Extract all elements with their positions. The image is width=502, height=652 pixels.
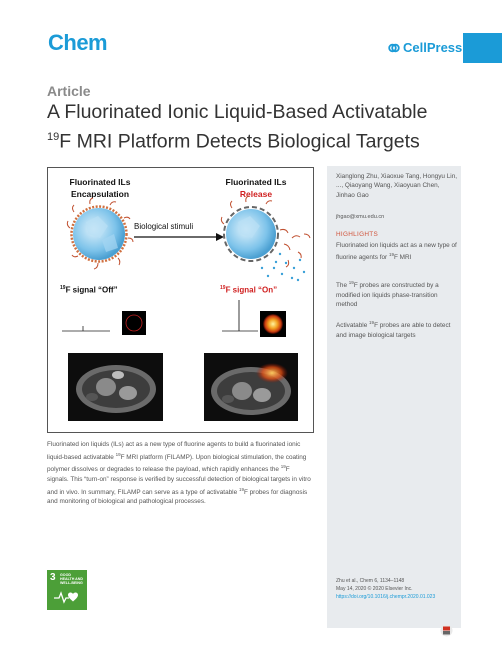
- corresponding-email[interactable]: jhgao@xmu.edu.cn: [336, 214, 385, 220]
- stimuli-arrow: [134, 233, 224, 241]
- arrow-label: Biological stimuli: [134, 222, 194, 231]
- hl1-a: Fluorinated ion liquids act as a new type of fluorine agents for: [336, 242, 457, 262]
- abstract-text: [47, 440, 313, 507]
- hl3-a: Activatable: [336, 322, 370, 330]
- right-label-line-2: Release: [239, 189, 273, 199]
- doi-link[interactable]: https://doi.org/10.1016/j.chempr.2020.01.023: [336, 594, 436, 600]
- signal-off-sup: 19: [60, 285, 66, 291]
- highlights-heading: HIGHLIGHTS: [336, 231, 379, 238]
- releasing-particle: [221, 196, 310, 281]
- hl1-b: F MRI: [393, 254, 412, 262]
- heartbeat-icon: [53, 588, 81, 606]
- author-list[interactable]: Xianglong Zhu, Xiaoxue Tang, Hongyu Lin, ..., Qiaoyang Wang, Xiaoyuan Chen, Jinhao Gao: [336, 173, 458, 199]
- signal-off-text: F signal “Off”: [65, 285, 118, 295]
- publisher-name: CellPress: [403, 40, 463, 55]
- abstract-part-2: F MRI platform (FILAMP). Upon biological stimulation, the coating polymer dissolves or degrades to release the payload, which rapidly enhances the: [47, 453, 307, 474]
- left-label-line-2: Encapsulation: [70, 189, 130, 199]
- highlight-item: [336, 318, 458, 340]
- right-label-line-1: Fluorinated ILs: [225, 177, 287, 187]
- journal-name: Chem: [48, 30, 108, 55]
- spectrum-on: [222, 300, 258, 331]
- highlight-item: [336, 278, 458, 309]
- sdg-label: GOOD HEALTH AND WELL-BEING: [60, 573, 83, 586]
- graphical-abstract: [47, 167, 314, 433]
- abstract-sup-3: 19: [238, 486, 244, 492]
- encapsulated-particle: [67, 198, 133, 269]
- title-line-1: A Fluorinated Ionic Liquid-Based Activatable: [47, 101, 428, 123]
- sdg-number: 3: [50, 572, 56, 583]
- abstract-part-3: F signals. This “turn-on” response is verified by successful detection of biological targets in vitro and in vivo. In summary, FILAMP can serve as a type of activatable: [47, 466, 311, 496]
- title-superscript: 19: [47, 131, 60, 143]
- signal-on-label: [220, 285, 277, 295]
- abstract-sup-1: 19: [115, 451, 121, 457]
- cellpress-icon: [388, 42, 400, 54]
- hl3-b: F probes are able to detect and image biological targets: [336, 322, 451, 339]
- signal-on-sup: 19: [220, 285, 226, 291]
- on-signal-spot: [263, 314, 283, 334]
- hl2-b: F probes are constructed by a modified ion liquids phase-transition method: [336, 282, 439, 308]
- hl2-a: The: [336, 282, 349, 290]
- abstract-part-1: Fluorinated ion liquids (ILs) act as a new type of fluorine agents to build a fluorinated ionic liquid-based activatable: [47, 441, 301, 461]
- sdg-badge: [47, 570, 87, 610]
- citation-block: [336, 577, 458, 601]
- mri-image-off: [68, 353, 163, 421]
- article-title: [47, 100, 467, 155]
- signal-off-label: [60, 285, 118, 295]
- left-label-line-1: Fluorinated ILs: [69, 177, 131, 187]
- title-line-2: F MRI Platform Detects Biological Targets: [59, 130, 420, 153]
- mri-image-on: [204, 353, 298, 421]
- highlight-item: [336, 241, 458, 263]
- publisher-logo: [388, 40, 462, 55]
- hl1-sup: 19: [388, 252, 394, 258]
- abstract-sup-2: 19: [280, 464, 286, 470]
- header-accent-block: [463, 33, 502, 63]
- citation-line-2: May 14, 2020 © 2020 Elsevier Inc.: [336, 586, 413, 592]
- hl3-sup: 19: [369, 320, 375, 325]
- article-type: Article: [47, 83, 91, 99]
- abstract-part-4: F probes for diagnosis and monitoring of biological and pathological processes.: [47, 488, 308, 506]
- hl2-sup: 19: [348, 280, 354, 285]
- crossmark-icon[interactable]: [440, 624, 453, 637]
- signal-on-text: F signal “On”: [225, 285, 278, 295]
- spectrum-off: [62, 326, 110, 331]
- citation-line-1: Zhu et al., Chem 6, 1134–1148: [336, 578, 405, 584]
